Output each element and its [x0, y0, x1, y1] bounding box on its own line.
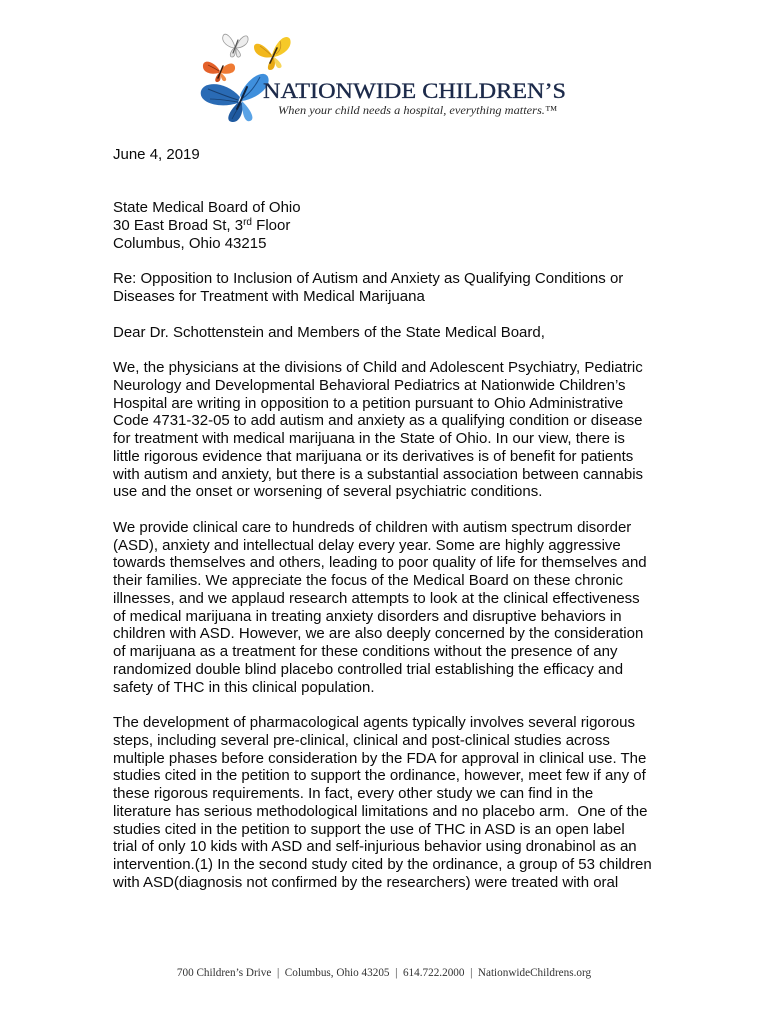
recipient-street [113, 217, 673, 235]
body-paragraph [113, 519, 673, 697]
text-line: safety of THC in this clinical population. [113, 678, 375, 696]
text-line: illnesses, and we applaud research attempts to look at the clinical effectiveness [113, 589, 640, 607]
text-line: multiple phases before consideration by the FDA for approval in clinical use. The [113, 749, 647, 767]
butterfly-orange-icon [203, 62, 235, 82]
text-line: trial of only 10 kids with ASD and self-injurious behavior using dronabinol as an [113, 838, 637, 856]
text-line: of medical marijuana in treating anxiety disorders and disruptive behaviors in [113, 607, 622, 625]
organization-name: NATIONWIDE CHILDREN’S [263, 78, 566, 103]
text-line: use and the onset or worsening of several psychiatric conditions. [113, 483, 543, 501]
text-line: randomized double blind placebo controlled trial establishing the efficacy and [113, 660, 624, 678]
recipient-city: Columbus, Ohio 43215 [113, 234, 267, 252]
text-line: towards themselves and others, leading to poor quality of life for themselves and [113, 554, 647, 572]
text-line: We, the physicians at the divisions of Child and Adolescent Psychiatry, Pediatric [113, 359, 643, 376]
text-line: studies cited in the petition to support the use of THC in ASD is an open label [113, 820, 625, 838]
text-line: little rigorous evidence that marijuana or its derivatives is of benefit for patients [113, 447, 634, 465]
footer-contact: 700 Children’s Drive | Columbus, Ohio 43205 | 614.722.2000 | NationwideChildrens.org [176, 967, 592, 979]
text-line: for treatment with medical marijuana in the State of Ohio. In our view, there is [113, 430, 625, 447]
text-line: The development of pharmacological agents typically involves several rigorous [113, 714, 635, 731]
text-line: Neurology and Developmental Behavioral Pediatrics at Nationwide Children’s [113, 376, 626, 394]
letterhead-logo [190, 25, 580, 125]
body-paragraph [113, 359, 673, 501]
text-line: Diseases for Treatment with Medical Marijuana [113, 288, 425, 305]
butterfly-blue-icon [201, 74, 269, 122]
text-line: intervention.(1) In the second study cited by the ordinance, a group of 53 children [113, 856, 652, 873]
text-line: with ASD(diagnosis not confirmed by the researchers) were treated with oral [113, 873, 619, 891]
butterfly-white-icon [223, 34, 248, 57]
body-paragraph [113, 714, 673, 892]
organization-tagline: When your child needs a hospital, everything matters.™ [278, 103, 558, 117]
recipient-name: State Medical Board of Ohio [113, 199, 301, 217]
text-line: literature has serious methodological limitations and no placebo arm. One of the [113, 802, 648, 820]
text-line: their families. We appreciate the focus of the Medical Board on these chronic [113, 572, 623, 589]
text-line: with autism and anxiety, but there is a substantial association between cannabis [113, 465, 644, 483]
recipient-address [113, 199, 673, 252]
recipient-street-number: 30 East Broad St, 3 [113, 217, 244, 234]
text-line: (ASD), anxiety and intellectual delay every year. Some are highly aggressive [113, 536, 621, 554]
recipient-street-floor: Floor [251, 217, 291, 234]
text-line: Re: Opposition to Inclusion of Autism and Anxiety as Qualifying Conditions or [113, 270, 624, 288]
text-line: Hospital are writing in opposition to a petition pursuant to Ohio Administrative [113, 394, 624, 412]
text-line: of marijuana as a treatment for these conditions without the presence of any [113, 643, 618, 660]
text-line: steps, including several pre-clinical, clinical and post-clinical studies across [113, 731, 610, 749]
text-line: children with ASD. However, we are also deeply concerned by the consideration [113, 625, 644, 643]
text-line: studies cited in the petition to support the ordinance, however, meet few if any of [113, 767, 646, 785]
letter-date: June 4, 2019 [113, 146, 200, 163]
letter-body [113, 146, 673, 909]
text-line: these rigorous requirements. In fact, every other study we can find in the [113, 785, 594, 802]
text-line: Code 4731-32-05 to add autism and anxiety as a qualifying condition or disease [113, 412, 643, 430]
floor-ordinal-suffix: rd [243, 217, 252, 228]
butterfly-yellow-icon [254, 37, 291, 70]
salutation: Dear Dr. Schottenstein and Members of the State Medical Board, [113, 323, 545, 341]
subject-line [113, 270, 673, 306]
text-line: We provide clinical care to hundreds of children with autism spectrum disorder [113, 518, 632, 536]
